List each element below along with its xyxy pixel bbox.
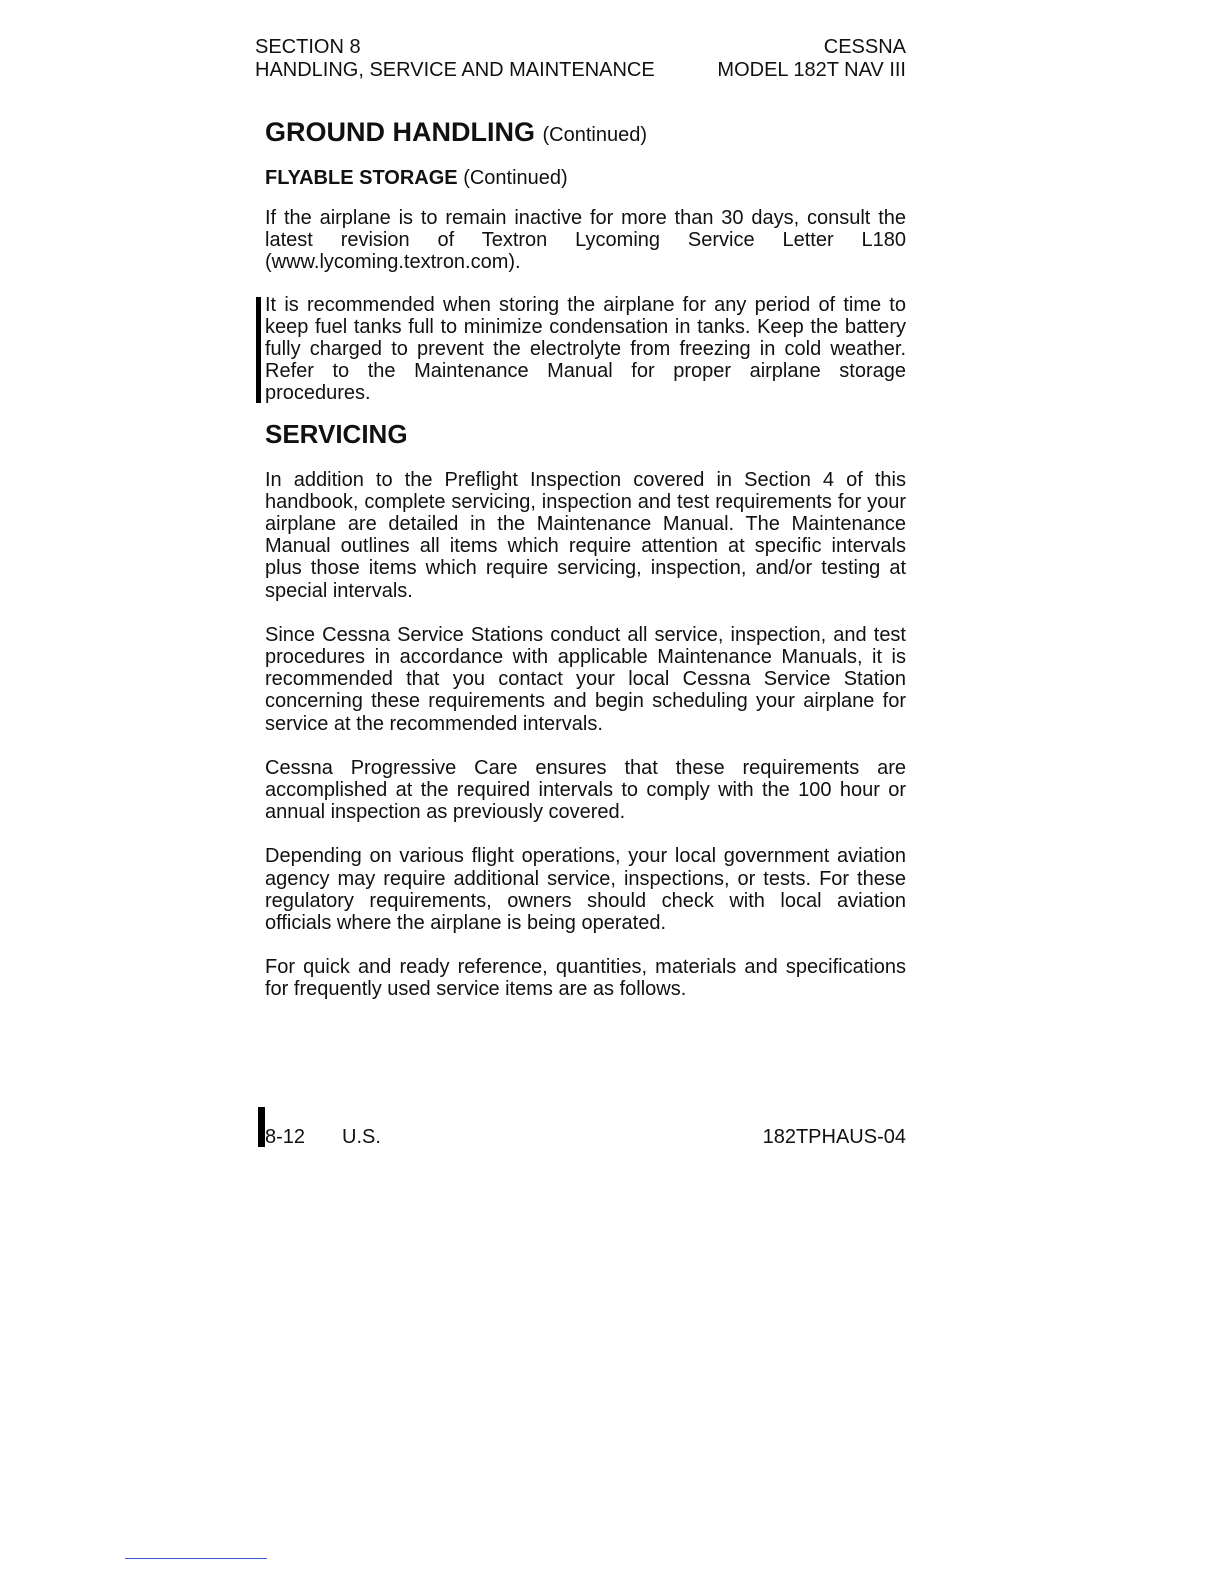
page-footer: [256, 1104, 906, 1148]
section-title: HANDLING, SERVICE AND MAINTENANCE: [255, 59, 655, 81]
footer-change-bar: [258, 1107, 265, 1147]
flyable-storage-title: FLYABLE STORAGE: [265, 167, 458, 189]
bottom-rule: [125, 1558, 267, 1559]
servicing-paragraph-2: Since Cessna Service Stations conduct all service, inspection, and test procedures in accordance with applicable Maintenance Manuals, it is recommended that you contact your local Cessna Service Station concerning these requirements and begin scheduling your airplane for service at the recommended intervals.: [265, 623, 906, 735]
header-left: [255, 36, 655, 82]
servicing-paragraph-5: For quick and ready reference, quantities, materials and specifications for frequently used service items are as follows.: [265, 956, 906, 1001]
ground-handling-title: GROUND HANDLING: [265, 117, 535, 147]
model-name: MODEL 182T NAV III: [717, 59, 906, 81]
section-number: SECTION 8: [255, 36, 361, 58]
region-label: U.S.: [342, 1126, 381, 1148]
servicing-paragraph-4: Depending on various flight operations, your local government aviation agency may require additional service, inspections, or tests. For these regulatory requirements, owners should check with local aviation officials where the airplane is being operated.: [265, 845, 906, 935]
page-number: 8-12: [265, 1126, 306, 1148]
ground-handling-continued: (Continued): [542, 124, 648, 146]
flyable-storage-continued: (Continued): [463, 167, 568, 189]
header-right: [717, 36, 906, 82]
document-id: 182TPHAUS-04: [762, 1126, 906, 1148]
flyable-storage-heading: [265, 166, 906, 190]
page-content: [265, 116, 906, 1001]
ground-handling-heading: [265, 116, 906, 148]
storage-paragraph-2-text: It is recommended when storing the airplane for any period of time to keep fuel tanks full to minimize condensation in tanks. Keep the battery fully charged to prevent the electrolyte from freezing in cold weather. Refer to the Maintenance Manual for proper airplane storage procedures.: [265, 293, 906, 405]
servicing-heading: SERVICING: [265, 418, 408, 449]
servicing-paragraph-3: Cessna Progressive Care ensures that these requirements are accomplished at the required intervals to comply with the 100 hour or annual inspection as previously covered.: [265, 756, 906, 824]
storage-paragraph-1: If the airplane is to remain inactive for more than 30 days, consult the latest revision of Textron Lycoming Service Letter L180 (www.lycoming.textron.com).: [265, 207, 906, 274]
brand-name: CESSNA: [823, 36, 906, 58]
revision-change-bar: [256, 297, 261, 403]
storage-paragraph-2: [265, 294, 906, 405]
servicing-paragraph-1: In addition to the Preflight Inspection covered in Section 4 of this handbook, complete servicing, inspection and test requirements for your airplane are detailed in the Maintenance Manual. The Maintenance Manual outlines all items which require attention at specific intervals plus those items which require servicing, inspection, and/or testing at special intervals.: [265, 468, 906, 602]
